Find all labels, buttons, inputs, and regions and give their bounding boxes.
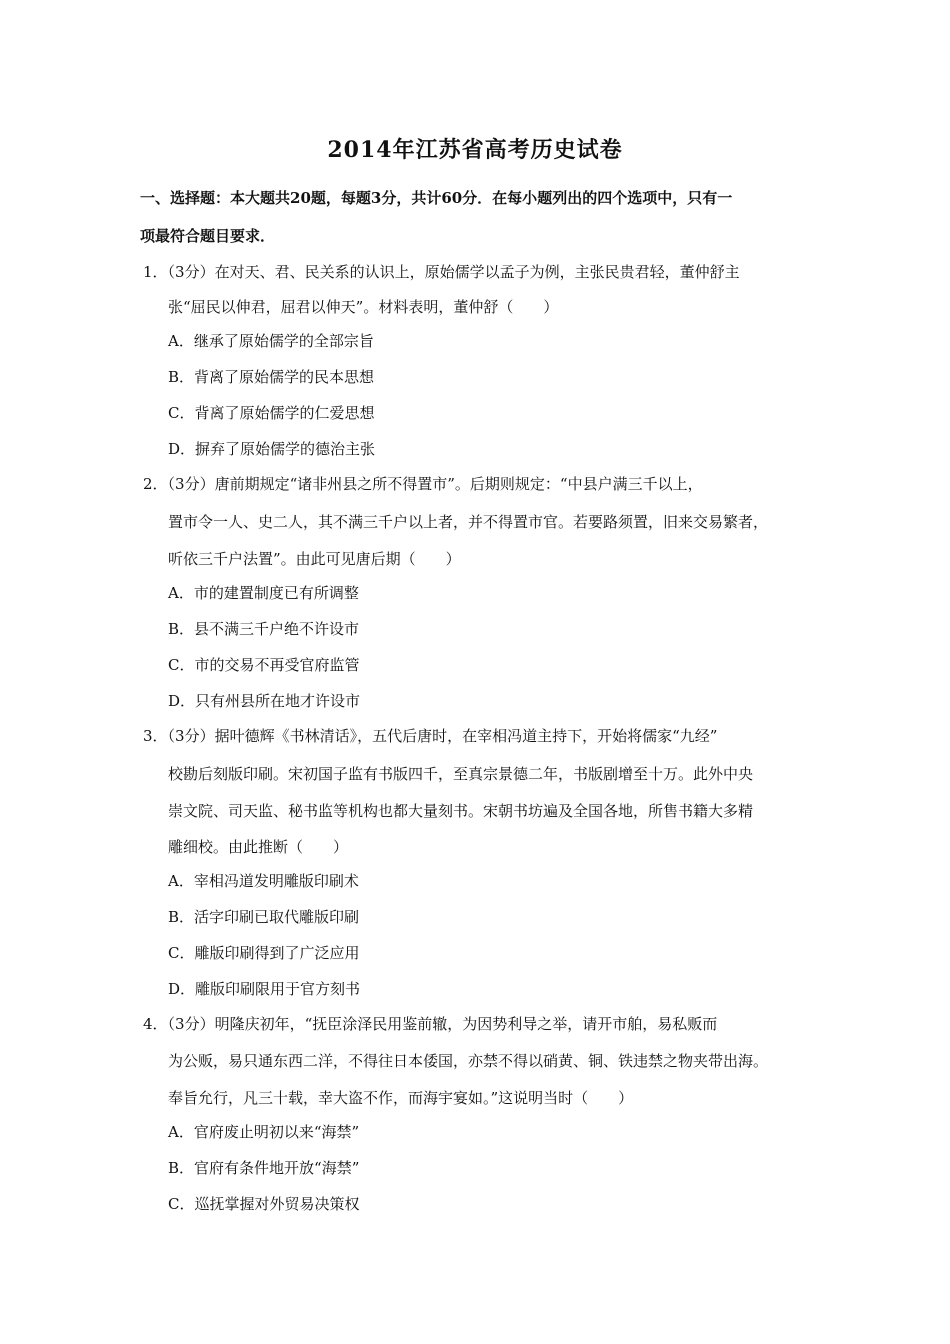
- question-1-option-a: A．继承了原始儒学的全部宗旨: [168, 332, 374, 350]
- question-4-option-b: B．官府有条件地开放“海禁”: [168, 1159, 360, 1177]
- question-2-stem-line-3: 听依三千户法置”。由此可见唐后期（ ）: [168, 550, 461, 568]
- question-2-option-a: A．市的建置制度已有所调整: [168, 584, 359, 602]
- section-heading-line-2: 项最符合题目要求．: [140, 227, 276, 245]
- question-1-stem-line-2: 张“屈民以伸君，屈君以伸天”。材料表明，董仲舒（ ）: [168, 298, 559, 316]
- question-2-option-c: C．市的交易不再受官府监管: [168, 656, 360, 674]
- question-4-option-c: C．巡抚掌握对外贸易决策权: [168, 1195, 360, 1213]
- section-heading-line-1: 一、选择题：本大题共20题，每题3分，共计60分．在每小题列出的四个选项中，只有一: [140, 189, 733, 207]
- question-3-option-d: D．雕版印刷限用于官方刻书: [168, 980, 361, 998]
- question-4-option-a: A．官府废止明初以来“海禁”: [168, 1123, 360, 1141]
- question-2-option-b: B．县不满三千户绝不许设市: [168, 620, 360, 638]
- question-3-option-c: C．雕版印刷得到了广泛应用: [168, 944, 360, 962]
- question-2-stem-line-2: 置市令一人、史二人，其不满三千户以上者，并不得置市官。若要路须置，旧来交易繁者，: [168, 513, 769, 531]
- question-2-stem-line-1: 2．（3分）唐前期规定“诸非州县之所不得置市”。后期则规定：“中县户满三千以上，: [143, 475, 703, 493]
- question-3-stem-line-1: 3．（3分）据叶德辉《书林清话》，五代后唐时，在宰相冯道主持下，开始将儒家“九经”: [143, 727, 718, 745]
- question-4-stem-line-1: 4．（3分）明隆庆初年，“抚臣涂泽民用鉴前辙，为因势利导之举，请开市舶，易私贩而: [143, 1015, 718, 1033]
- question-2-option-d: D．只有州县所在地才许设市: [168, 692, 361, 710]
- question-1-option-d: D．摒弃了原始儒学的德治主张: [168, 440, 376, 458]
- question-1-option-b: B．背离了原始儒学的民本思想: [168, 368, 375, 386]
- question-3-stem-line-4: 雕细校。由此推断（ ）: [168, 838, 349, 856]
- question-3-stem-line-2: 校勘后刻版印刷。宋初国子监有书版四千，至真宗景德二年，书版剧增至十万。此外中央: [168, 765, 754, 783]
- question-4-stem-line-2: 为公贩，易只通东西二洋，不得往日本倭国，亦禁不得以硝黄、铜、铁违禁之物夹带出海。: [168, 1052, 769, 1070]
- question-3-option-b: B．活字印刷已取代雕版印刷: [168, 908, 360, 926]
- page-title: 2014年江苏省高考历史试卷: [327, 137, 623, 163]
- question-3-option-a: A．宰相冯道发明雕版印刷术: [168, 872, 359, 890]
- question-3-stem-line-3: 崇文院、司天监、秘书监等机构也都大量刻书。宋朝书坊遍及全国各地，所售书籍大多精: [168, 802, 754, 820]
- question-1-option-c: C．背离了原始儒学的仁爱思想: [168, 404, 375, 422]
- question-1-stem-line-1: 1．（3分）在对天、君、民关系的认识上，原始儒学以孟子为例，主张民贵君轻，董仲舒主: [143, 263, 740, 281]
- question-4-stem-line-3: 奉旨允行，凡三十载，幸大盗不作，而海宇宴如。”这说明当时（ ）: [168, 1089, 634, 1107]
